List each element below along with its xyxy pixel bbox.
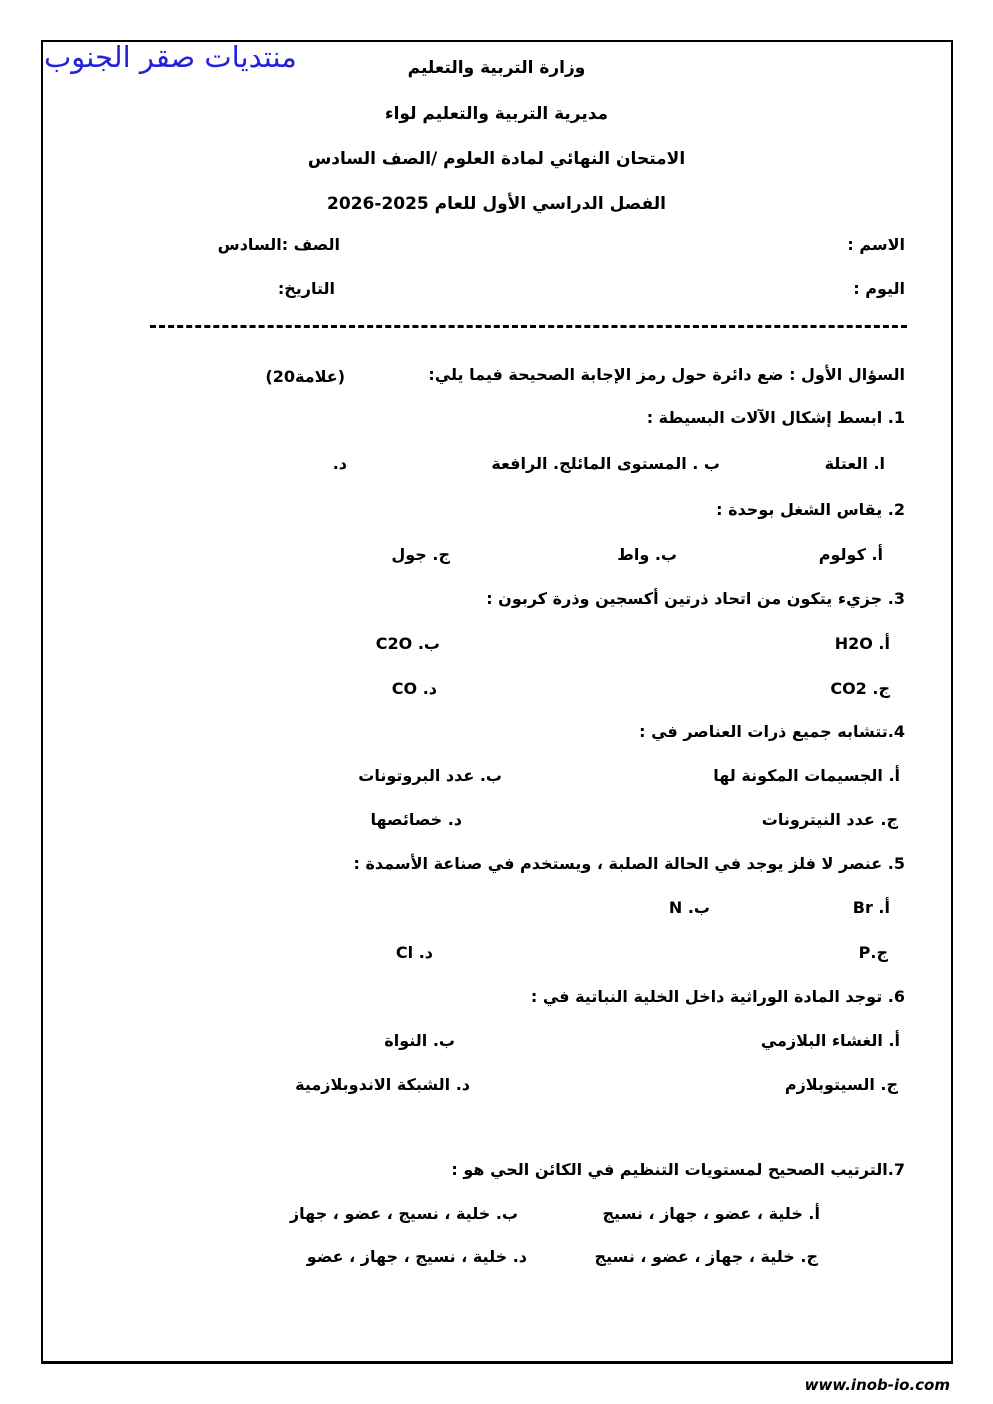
question-7-text: 7.الترتيب الصحيح لمستويات التنظيم في الكائن الحي هو : [451, 1160, 905, 1179]
question-6-text: 6. توجد المادة الوراثية داخل الخلية النباتية في : [530, 987, 905, 1006]
question-1-option-a: ا. العتلة [824, 454, 885, 473]
question-7-option-b: ب. خلية ، نسيج ، عضو ، جهاز [289, 1204, 518, 1223]
question-5-option-a: أ. Br [852, 898, 890, 917]
question-7-option-d: د. خلية ، نسيج ، جهاز ، عضو [306, 1247, 527, 1266]
question-3-option-d: د. CO [391, 679, 437, 698]
question-1-option-b: ب . المستوى المائلج. الرافعة [491, 454, 720, 473]
question-4-text: 4.تتشابه جميع ذرات العناصر في : [639, 722, 905, 741]
question-5-text: 5. عنصر لا فلز يوجد في الحالة الصلبة ، ويستخدم في صناعة الأسمدة : [353, 854, 905, 873]
question-7-option-c: ج. خلية ، جهاز ، عضو ، نسيج [594, 1247, 818, 1266]
question-6-option-a: أ. الغشاء البلازمي [760, 1031, 900, 1050]
class-label: الصف :السادس [217, 235, 340, 254]
question-1-option-d: د. [332, 454, 347, 473]
header-exam-title: الامتحان النهائي لمادة العلوم /الصف السادس [307, 149, 686, 169]
header-directorate: مديرية التربية والتعليم لواء [384, 104, 609, 124]
question-6-option-d: د. الشبكة الاندوبلازمية [295, 1075, 470, 1094]
question-6-option-b: ب. النواة [384, 1031, 455, 1050]
question-5-option-d: د. Cl [395, 943, 433, 962]
question-4-option-b: ب. عدد البروتونات [358, 766, 502, 785]
question-2-option-c: ج. جول [391, 545, 450, 564]
question-7-option-a: أ. خلية ، عضو ، جهاز ، نسيج [602, 1204, 820, 1223]
question-3-option-a: أ. H2O [834, 634, 890, 653]
name-label: الاسم : [847, 235, 905, 254]
question-3-text: 3. جزيء يتكون من اتحاد ذرتين أكسجين وذرة كربون : [486, 589, 905, 608]
question-2-option-b: ب. واط [617, 545, 677, 564]
section-title: السؤال الأول : ضع دائرة حول رمز الإجابة الصحيحة فيما يلي: [428, 365, 905, 384]
header-semester: الفصل الدراسي الأول للعام 2025-2026 [327, 194, 666, 214]
question-1-text: 1. ابسط إشكال الآلات البسيطة : [646, 408, 905, 427]
question-2-option-a: أ. كولوم [818, 545, 883, 564]
question-3-option-c: ج. CO2 [830, 679, 890, 698]
question-4-option-a: أ. الجسيمات المكونة لها [713, 766, 900, 785]
question-4-option-c: ج. عدد النيترونات [761, 810, 898, 829]
dashed-divider [150, 325, 907, 328]
section-marks: (20علامة) [265, 367, 345, 386]
date-label: التاريخ: [277, 279, 335, 298]
day-label: اليوم : [853, 279, 905, 298]
question-6-option-c: ج. السيتوبلازم [784, 1075, 898, 1094]
question-4-option-d: د. خصائصها [370, 810, 462, 829]
header-ministry: وزارة التربية والتعليم [407, 58, 586, 78]
website-url: www.inob-io.com [804, 1376, 950, 1394]
question-5-option-c: ج.P [858, 943, 888, 962]
question-3-option-b: ب. C2O [375, 634, 440, 653]
question-5-option-b: ب. N [668, 898, 710, 917]
watermark-text: منتديات صقر الجنوب [44, 40, 297, 74]
question-2-text: 2. يقاس الشغل بوحدة : [716, 500, 905, 519]
